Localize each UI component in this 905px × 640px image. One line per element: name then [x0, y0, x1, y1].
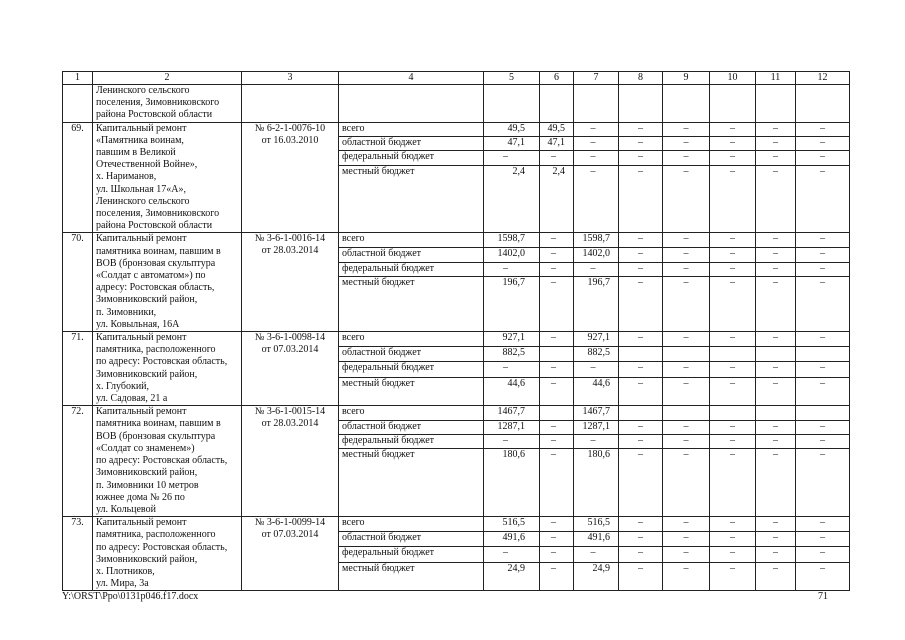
- value-cell: [756, 85, 796, 123]
- name-line: ул. Ковыльная, 16А: [96, 318, 180, 330]
- value-cell: –: [710, 151, 756, 165]
- value-cell: –: [796, 435, 850, 449]
- value-cell: –: [540, 277, 574, 332]
- object-name-cell: [93, 517, 242, 591]
- document-date: от 16.03.2010: [261, 134, 319, 146]
- value-cell: 1598,7: [574, 233, 619, 248]
- column-number-header: 8: [619, 72, 663, 85]
- value-cell: 1287,1: [484, 420, 540, 434]
- value-cell: –: [574, 136, 619, 150]
- name-line: ВОВ (бронзовая скульптура: [96, 430, 216, 442]
- table-row: [63, 233, 850, 248]
- name-line: района Ростовской области: [96, 109, 213, 121]
- table-body: [63, 85, 850, 591]
- name-line: памятника, расположенного: [96, 344, 216, 356]
- name-line: Зимовниковский район,: [96, 368, 198, 380]
- document-number: № 3-6-1-0016-14: [254, 233, 326, 245]
- value-cell: –: [756, 262, 796, 277]
- value-cell: –: [663, 362, 710, 377]
- object-name-cell: [93, 406, 242, 517]
- funding-source-cell: всего: [339, 233, 484, 248]
- value-cell: –: [710, 517, 756, 532]
- value-cell: [540, 85, 574, 123]
- value-cell: –: [574, 151, 619, 165]
- name-line: Капитальный ремонт: [96, 122, 187, 134]
- value-cell: –: [756, 562, 796, 591]
- value-cell: –: [796, 420, 850, 434]
- value-cell: –: [619, 262, 663, 277]
- funding-source-cell: местный бюджет: [339, 165, 484, 233]
- item-number-cell: 72.: [63, 406, 93, 517]
- name-line: Капитальный ремонт: [96, 406, 187, 418]
- value-cell: [710, 406, 756, 420]
- column-number-header: 5: [484, 72, 540, 85]
- value-cell: 516,5: [574, 517, 619, 532]
- value-cell: –: [619, 547, 663, 562]
- value-cell: –: [756, 332, 796, 347]
- value-cell: –: [484, 262, 540, 277]
- value-cell: –: [710, 377, 756, 406]
- footer-file-path: Y:\ORST\Ppo\0131p046.f17.docx: [62, 591, 199, 602]
- value-cell: –: [663, 562, 710, 591]
- value-cell: –: [710, 547, 756, 562]
- value-cell: –: [540, 362, 574, 377]
- value-cell: 491,6: [484, 532, 540, 547]
- value-cell: 44,6: [574, 377, 619, 406]
- value-cell: –: [710, 233, 756, 248]
- name-line: по адресу: Ростовская область,: [96, 455, 228, 467]
- value-cell: –: [756, 532, 796, 547]
- item-number-cell: [63, 85, 93, 123]
- value-cell: 1402,0: [574, 248, 619, 263]
- name-line: х. Глубокий,: [96, 380, 150, 392]
- value-cell: –: [756, 136, 796, 150]
- item-number-cell: 70.: [63, 233, 93, 332]
- name-line: поселения, Зимовниковского: [96, 208, 220, 220]
- value-cell: 1598,7: [484, 233, 540, 248]
- name-line: Зимовниковский район,: [96, 467, 198, 479]
- column-number-header: 2: [93, 72, 242, 85]
- value-cell: –: [756, 362, 796, 377]
- value-cell: –: [710, 248, 756, 263]
- object-name-cell: [93, 332, 242, 406]
- name-line: ВОВ (бронзовая скульптура: [96, 257, 216, 269]
- value-cell: –: [540, 547, 574, 562]
- column-number-header: 10: [710, 72, 756, 85]
- value-cell: 2,4: [484, 165, 540, 233]
- value-cell: –: [796, 248, 850, 263]
- value-cell: 47,1: [540, 136, 574, 150]
- value-cell: 49,5: [484, 122, 540, 136]
- program-table: [62, 71, 850, 591]
- value-cell: –: [663, 420, 710, 434]
- value-cell: –: [574, 362, 619, 377]
- value-cell: –: [710, 136, 756, 150]
- value-cell: –: [756, 435, 796, 449]
- footer-page-number: 71: [818, 591, 828, 602]
- funding-source-cell: федеральный бюджет: [339, 435, 484, 449]
- value-cell: 1402,0: [484, 248, 540, 263]
- value-cell: [619, 406, 663, 420]
- name-line: п. Зимовники 10 метров: [96, 479, 199, 491]
- value-cell: –: [619, 233, 663, 248]
- value-cell: 47,1: [484, 136, 540, 150]
- value-cell: –: [710, 532, 756, 547]
- value-cell: –: [574, 547, 619, 562]
- name-line: по адресу: Ростовская область,: [96, 541, 228, 553]
- document-date: от 28.03.2014: [261, 418, 319, 430]
- name-line: Капитальный ремонт: [96, 332, 187, 344]
- document-number: № 6-2-1-0076-10: [254, 122, 326, 134]
- name-line: ул. Садовая, 21 а: [96, 393, 168, 405]
- value-cell: –: [540, 532, 574, 547]
- name-line: Капитальный ремонт: [96, 517, 187, 529]
- name-line: Отечественной Войне»,: [96, 159, 198, 171]
- value-cell: [756, 347, 796, 362]
- value-cell: [710, 347, 756, 362]
- value-cell: 491,6: [574, 532, 619, 547]
- value-cell: [796, 406, 850, 420]
- value-cell: –: [756, 248, 796, 263]
- name-line: «Памятника воинам,: [96, 134, 184, 146]
- value-cell: [484, 85, 540, 123]
- column-number-header: 1: [63, 72, 93, 85]
- funding-source-cell: местный бюджет: [339, 277, 484, 332]
- name-line: ул. Мира, 3а: [96, 578, 149, 590]
- name-line: южнее дома № 26 по: [96, 491, 185, 503]
- value-cell: –: [796, 517, 850, 532]
- value-cell: –: [663, 122, 710, 136]
- value-cell: –: [710, 277, 756, 332]
- value-cell: –: [710, 332, 756, 347]
- column-number-header: 4: [339, 72, 484, 85]
- value-cell: 24,9: [574, 562, 619, 591]
- value-cell: –: [540, 233, 574, 248]
- value-cell: –: [574, 122, 619, 136]
- value-cell: –: [540, 562, 574, 591]
- value-cell: –: [663, 449, 710, 517]
- name-line: х. Плотников,: [96, 565, 155, 577]
- value-cell: –: [796, 532, 850, 547]
- item-number-cell: 73.: [63, 517, 93, 591]
- value-cell: [663, 406, 710, 420]
- value-cell: –: [619, 136, 663, 150]
- value-cell: –: [663, 165, 710, 233]
- value-cell: 1287,1: [574, 420, 619, 434]
- name-line: «Солдат со знаменем»): [96, 442, 195, 454]
- value-cell: –: [710, 449, 756, 517]
- value-cell: 196,7: [574, 277, 619, 332]
- name-line: Капитальный ремонт: [96, 233, 187, 245]
- value-cell: –: [756, 165, 796, 233]
- value-cell: –: [619, 122, 663, 136]
- name-line: х. Нариманов,: [96, 171, 157, 183]
- table-header: [63, 72, 850, 85]
- value-cell: –: [796, 277, 850, 332]
- value-cell: –: [710, 262, 756, 277]
- value-cell: –: [796, 122, 850, 136]
- value-cell: –: [663, 233, 710, 248]
- value-cell: –: [796, 233, 850, 248]
- funding-source-cell: местный бюджет: [339, 377, 484, 406]
- table-row: [63, 406, 850, 420]
- value-cell: [619, 347, 663, 362]
- value-cell: 882,5: [484, 347, 540, 362]
- value-cell: –: [663, 248, 710, 263]
- value-cell: –: [756, 277, 796, 332]
- funding-source-cell: федеральный бюджет: [339, 547, 484, 562]
- value-cell: –: [663, 262, 710, 277]
- value-cell: [663, 85, 710, 123]
- value-cell: –: [663, 435, 710, 449]
- name-line: поселения, Зимовниковского: [96, 97, 220, 109]
- value-cell: [540, 347, 574, 362]
- column-number-header: 6: [540, 72, 574, 85]
- name-line: адресу: Ростовская область,: [96, 282, 215, 294]
- column-number-header: 9: [663, 72, 710, 85]
- value-cell: –: [540, 435, 574, 449]
- value-cell: –: [756, 517, 796, 532]
- item-number-cell: 69.: [63, 122, 93, 233]
- column-number-header: 3: [242, 72, 339, 85]
- funding-source-cell: всего: [339, 122, 484, 136]
- value-cell: –: [574, 262, 619, 277]
- name-line: павшим в Великой: [96, 147, 176, 159]
- value-cell: –: [540, 151, 574, 165]
- value-cell: –: [619, 435, 663, 449]
- funding-source-cell: федеральный бюджет: [339, 362, 484, 377]
- value-cell: –: [540, 332, 574, 347]
- document-cell: [242, 332, 339, 406]
- value-cell: –: [796, 332, 850, 347]
- value-cell: –: [663, 532, 710, 547]
- funding-source-cell: местный бюджет: [339, 449, 484, 517]
- value-cell: 1467,7: [484, 406, 540, 420]
- funding-source-cell: областной бюджет: [339, 248, 484, 263]
- document-date: от 07.03.2014: [261, 344, 319, 356]
- value-cell: [540, 406, 574, 420]
- name-line: района Ростовской области: [96, 220, 213, 232]
- value-cell: –: [710, 562, 756, 591]
- funding-source-cell: областной бюджет: [339, 347, 484, 362]
- value-cell: –: [619, 517, 663, 532]
- object-name-cell: [93, 233, 242, 332]
- document-cell: [242, 85, 339, 123]
- value-cell: –: [756, 420, 796, 434]
- value-cell: –: [663, 332, 710, 347]
- value-cell: –: [796, 151, 850, 165]
- funding-source-cell: федеральный бюджет: [339, 151, 484, 165]
- value-cell: –: [619, 562, 663, 591]
- value-cell: 180,6: [574, 449, 619, 517]
- value-cell: –: [663, 517, 710, 532]
- value-cell: –: [619, 165, 663, 233]
- value-cell: –: [619, 420, 663, 434]
- value-cell: –: [484, 362, 540, 377]
- column-number-header: 7: [574, 72, 619, 85]
- name-line: памятника воинам, павшим в: [96, 418, 221, 430]
- value-cell: –: [540, 517, 574, 532]
- value-cell: –: [710, 435, 756, 449]
- value-cell: –: [756, 449, 796, 517]
- document-cell: [242, 233, 339, 332]
- value-cell: 196,7: [484, 277, 540, 332]
- value-cell: –: [484, 547, 540, 562]
- value-cell: –: [710, 420, 756, 434]
- value-cell: –: [663, 136, 710, 150]
- value-cell: [574, 85, 619, 123]
- value-cell: [756, 406, 796, 420]
- value-cell: –: [484, 151, 540, 165]
- value-cell: 49,5: [540, 122, 574, 136]
- funding-source-cell: областной бюджет: [339, 532, 484, 547]
- name-line: памятника воинам, павшим в: [96, 245, 221, 257]
- value-cell: –: [663, 277, 710, 332]
- document-cell: [242, 122, 339, 233]
- value-cell: –: [574, 435, 619, 449]
- value-cell: –: [756, 122, 796, 136]
- value-cell: –: [619, 248, 663, 263]
- value-cell: –: [710, 362, 756, 377]
- value-cell: –: [796, 562, 850, 591]
- funding-source-cell: областной бюджет: [339, 420, 484, 434]
- document-number: № 3-6-1-0015-14: [254, 406, 326, 418]
- funding-source-cell: всего: [339, 517, 484, 532]
- value-cell: –: [756, 233, 796, 248]
- value-cell: 516,5: [484, 517, 540, 532]
- value-cell: 24,9: [484, 562, 540, 591]
- column-number-header: 11: [756, 72, 796, 85]
- value-cell: –: [710, 122, 756, 136]
- value-cell: –: [619, 277, 663, 332]
- funding-source-cell: федеральный бюджет: [339, 262, 484, 277]
- value-cell: –: [796, 449, 850, 517]
- column-number-header: 12: [796, 72, 850, 85]
- value-cell: 882,5: [574, 347, 619, 362]
- value-cell: –: [619, 332, 663, 347]
- name-line: п. Зимовники,: [96, 306, 157, 318]
- document-number: № 3-6-1-0099-14: [254, 517, 326, 529]
- value-cell: 2,4: [540, 165, 574, 233]
- name-line: Ленинского сельского: [96, 195, 190, 207]
- value-cell: –: [574, 165, 619, 233]
- value-cell: 180,6: [484, 449, 540, 517]
- name-line: памятника, расположенного: [96, 529, 216, 541]
- value-cell: –: [796, 136, 850, 150]
- value-cell: –: [619, 449, 663, 517]
- value-cell: 927,1: [484, 332, 540, 347]
- value-cell: –: [796, 547, 850, 562]
- value-cell: –: [663, 151, 710, 165]
- name-line: Зимовниковский район,: [96, 294, 198, 306]
- document-cell: [242, 406, 339, 517]
- value-cell: –: [540, 248, 574, 263]
- value-cell: [663, 347, 710, 362]
- document-cell: [242, 517, 339, 591]
- value-cell: –: [540, 377, 574, 406]
- table-row: [63, 332, 850, 347]
- document-number: № 3-6-1-0098-14: [254, 332, 326, 344]
- value-cell: –: [619, 151, 663, 165]
- value-cell: –: [796, 262, 850, 277]
- object-name-cell: [93, 85, 242, 123]
- value-cell: 44,6: [484, 377, 540, 406]
- value-cell: –: [796, 362, 850, 377]
- object-name-cell: [93, 122, 242, 233]
- value-cell: [710, 85, 756, 123]
- value-cell: [619, 85, 663, 123]
- table-row: [63, 517, 850, 532]
- value-cell: –: [619, 362, 663, 377]
- funding-source-cell: [339, 85, 484, 123]
- continuation-row: [63, 85, 850, 123]
- value-cell: 1467,7: [574, 406, 619, 420]
- value-cell: [796, 347, 850, 362]
- name-line: по адресу: Ростовская область,: [96, 356, 228, 368]
- name-line: Зимовниковский район,: [96, 553, 198, 565]
- document-date: от 28.03.2014: [261, 245, 319, 257]
- name-line: ул. Кольцевой: [96, 503, 156, 515]
- funding-source-cell: местный бюджет: [339, 562, 484, 591]
- item-number-cell: 71.: [63, 332, 93, 406]
- value-cell: –: [540, 449, 574, 517]
- name-line: «Солдат с автоматом») по: [96, 270, 206, 282]
- value-cell: –: [540, 262, 574, 277]
- value-cell: –: [663, 377, 710, 406]
- funding-source-cell: всего: [339, 332, 484, 347]
- value-cell: –: [756, 547, 796, 562]
- value-cell: –: [619, 377, 663, 406]
- value-cell: –: [540, 420, 574, 434]
- value-cell: –: [796, 165, 850, 233]
- table-row: [63, 122, 850, 136]
- name-line: ул. Школьная 17«А»,: [96, 183, 187, 195]
- document-date: от 07.03.2014: [261, 529, 319, 541]
- value-cell: [796, 85, 850, 123]
- value-cell: –: [484, 435, 540, 449]
- value-cell: –: [756, 151, 796, 165]
- funding-source-cell: областной бюджет: [339, 136, 484, 150]
- value-cell: –: [619, 532, 663, 547]
- name-line: Ленинского сельского: [96, 85, 190, 96]
- value-cell: –: [756, 377, 796, 406]
- value-cell: 927,1: [574, 332, 619, 347]
- value-cell: –: [796, 377, 850, 406]
- value-cell: –: [663, 547, 710, 562]
- value-cell: –: [710, 165, 756, 233]
- funding-source-cell: всего: [339, 406, 484, 420]
